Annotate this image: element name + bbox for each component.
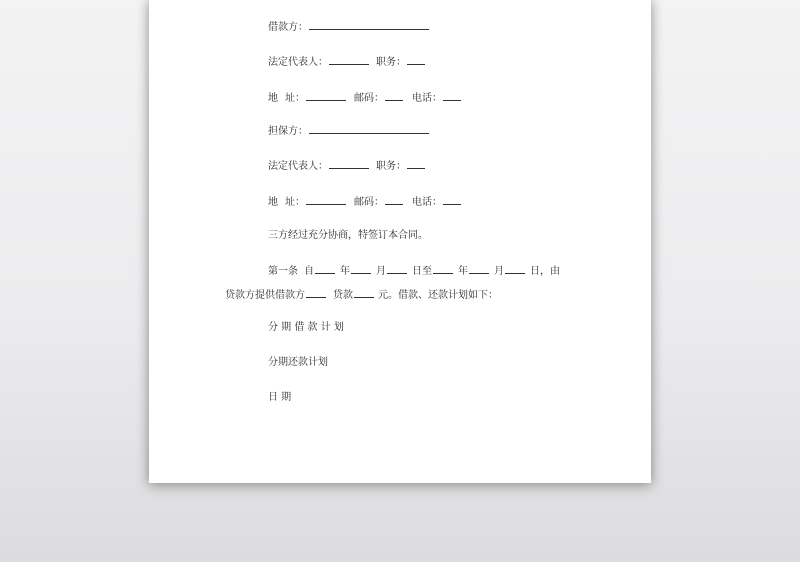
article-1-lender-provides: 贷款方提供借款方 <box>225 290 305 301</box>
lender-line <box>268 19 430 35</box>
lender-duty-label: 职务： <box>376 57 406 68</box>
lender-addr-label-b: 址： <box>285 93 305 104</box>
guarantor-addr-label-b: 址： <box>285 197 305 208</box>
lender-phone-label: 电话： <box>412 93 442 104</box>
end-month-blank[interactable] <box>469 263 489 274</box>
article-1-day-to: 日至 <box>412 266 432 277</box>
guarantor-address-line <box>268 194 462 210</box>
start-day-blank[interactable] <box>387 263 407 274</box>
lender-address-line <box>268 90 462 106</box>
lender-phone-blank[interactable] <box>443 90 461 101</box>
guarantor-rep-blank[interactable] <box>329 158 369 169</box>
lender-label: 借款方： <box>268 22 308 33</box>
lender-addr-label-a: 地 <box>268 93 278 104</box>
article-1-year: 年 <box>340 266 350 277</box>
lender-rep-line <box>268 54 426 70</box>
lender-zip-label: 邮码： <box>354 93 384 104</box>
lender-addr-blank[interactable] <box>306 90 346 101</box>
article-1-loan: 贷款 <box>333 290 353 301</box>
article-1-month2: 月 <box>494 266 504 277</box>
guarantor-rep-label: 法定代表人： <box>268 161 328 172</box>
amount-blank[interactable] <box>354 287 374 298</box>
article-1-line-2 <box>225 287 498 303</box>
guarantor-label: 担保方： <box>268 126 308 137</box>
borrow-plan-heading: 分 期 借 款 计 划 <box>268 322 344 333</box>
article-1-month: 月 <box>376 266 386 277</box>
guarantor-zip-label: 邮码： <box>354 197 384 208</box>
lender-rep-blank[interactable] <box>329 54 369 65</box>
start-month-blank[interactable] <box>351 263 371 274</box>
guarantor-line <box>268 123 430 139</box>
guarantor-duty-label: 职务： <box>376 161 406 172</box>
guarantor-duty-blank[interactable] <box>407 158 425 169</box>
end-year-blank[interactable] <box>433 263 453 274</box>
lender-duty-blank[interactable] <box>407 54 425 65</box>
article-1-line-1 <box>268 263 560 279</box>
lender-blank[interactable] <box>309 19 429 30</box>
intro-paragraph: 三方经过充分协商，特签订本合同。 <box>268 230 428 241</box>
guarantor-zip-blank[interactable] <box>385 194 403 205</box>
start-year-blank[interactable] <box>315 263 335 274</box>
article-1-plan-intro: 元。借款、还款计划如下： <box>378 290 498 301</box>
guarantor-phone-label: 电话： <box>412 197 442 208</box>
lender-rep-label: 法定代表人： <box>268 57 328 68</box>
guarantor-addr-blank[interactable] <box>306 194 346 205</box>
article-1-from: 自 <box>304 266 314 277</box>
repay-plan-heading: 分期还款计划 <box>268 357 328 368</box>
date-label: 日 期 <box>268 392 292 403</box>
guarantor-blank[interactable] <box>309 123 429 134</box>
end-day-blank[interactable] <box>505 263 525 274</box>
document-page <box>149 0 651 483</box>
borrower-blank[interactable] <box>306 287 326 298</box>
guarantor-addr-label-a: 地 <box>268 197 278 208</box>
lender-zip-blank[interactable] <box>385 90 403 101</box>
article-1-day-by: 日，由 <box>530 266 560 277</box>
guarantor-rep-line <box>268 158 426 174</box>
article-1-prefix: 第一条 <box>268 266 298 277</box>
guarantor-phone-blank[interactable] <box>443 194 461 205</box>
article-1-year2: 年 <box>458 266 468 277</box>
